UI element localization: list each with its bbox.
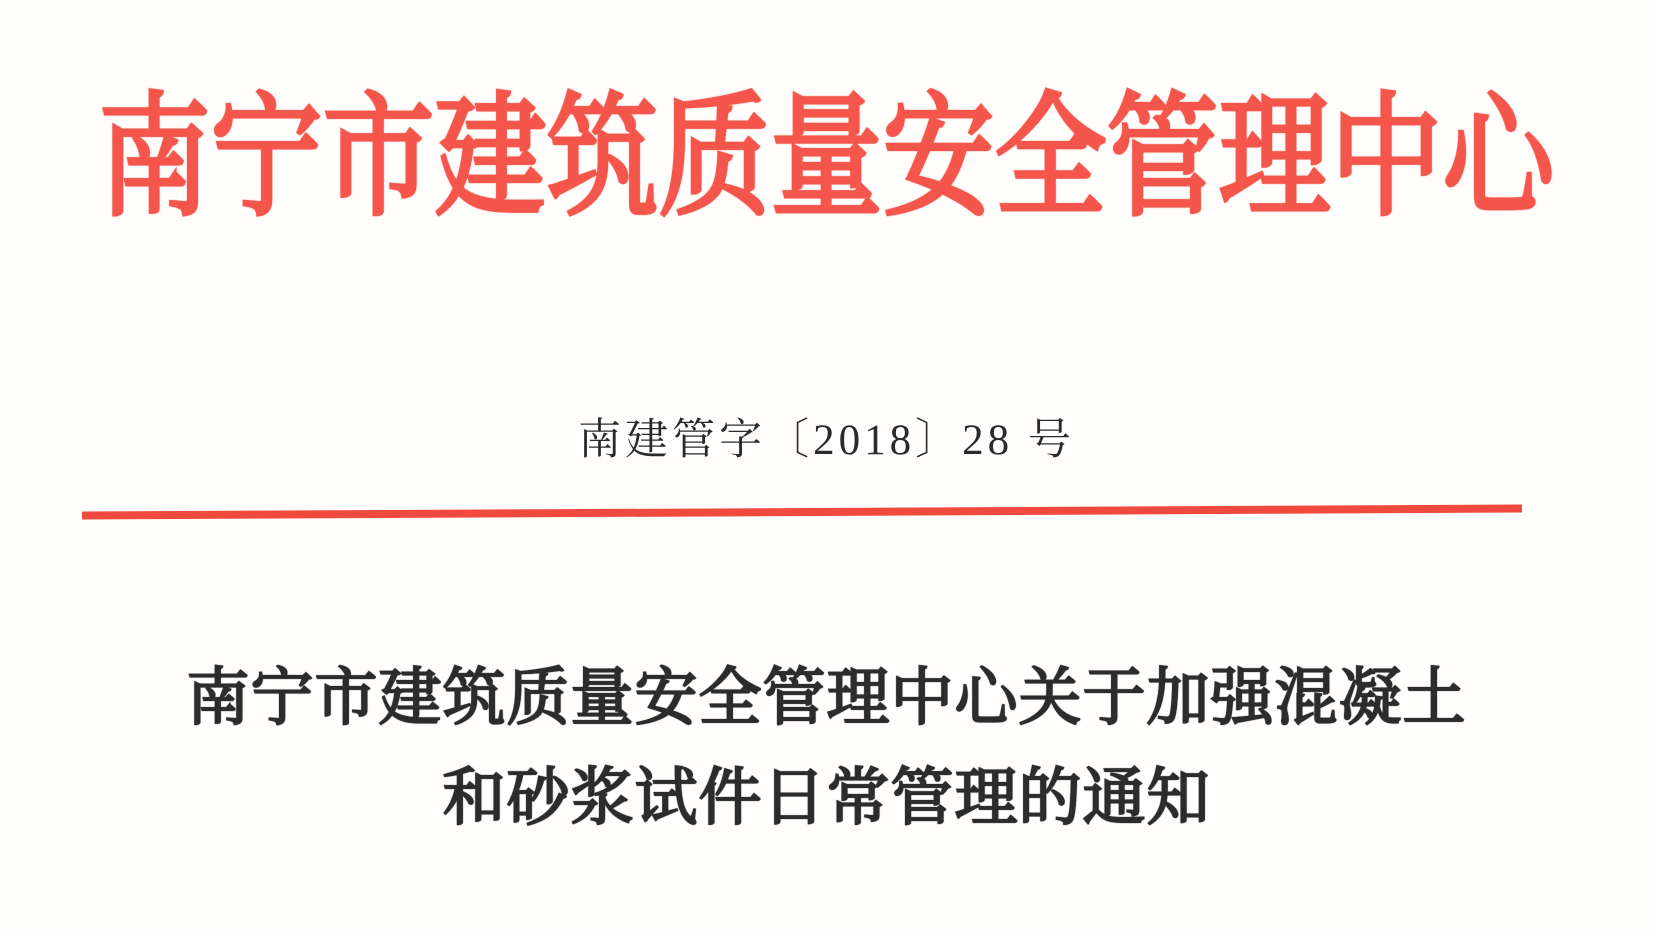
agency-header-title: 南宁市建筑质量安全管理中心: [98, 84, 1555, 234]
document-title: [0, 648, 1653, 848]
document-title-line-2: 和砂浆试件日常管理的通知: [442, 763, 1211, 833]
document-number: 南建管字〔2018〕28 号: [578, 417, 1075, 464]
red-separator-line: [82, 504, 1522, 519]
document-title-line-1: 南宁市建筑质量安全管理中心关于加强混凝土: [186, 663, 1467, 733]
